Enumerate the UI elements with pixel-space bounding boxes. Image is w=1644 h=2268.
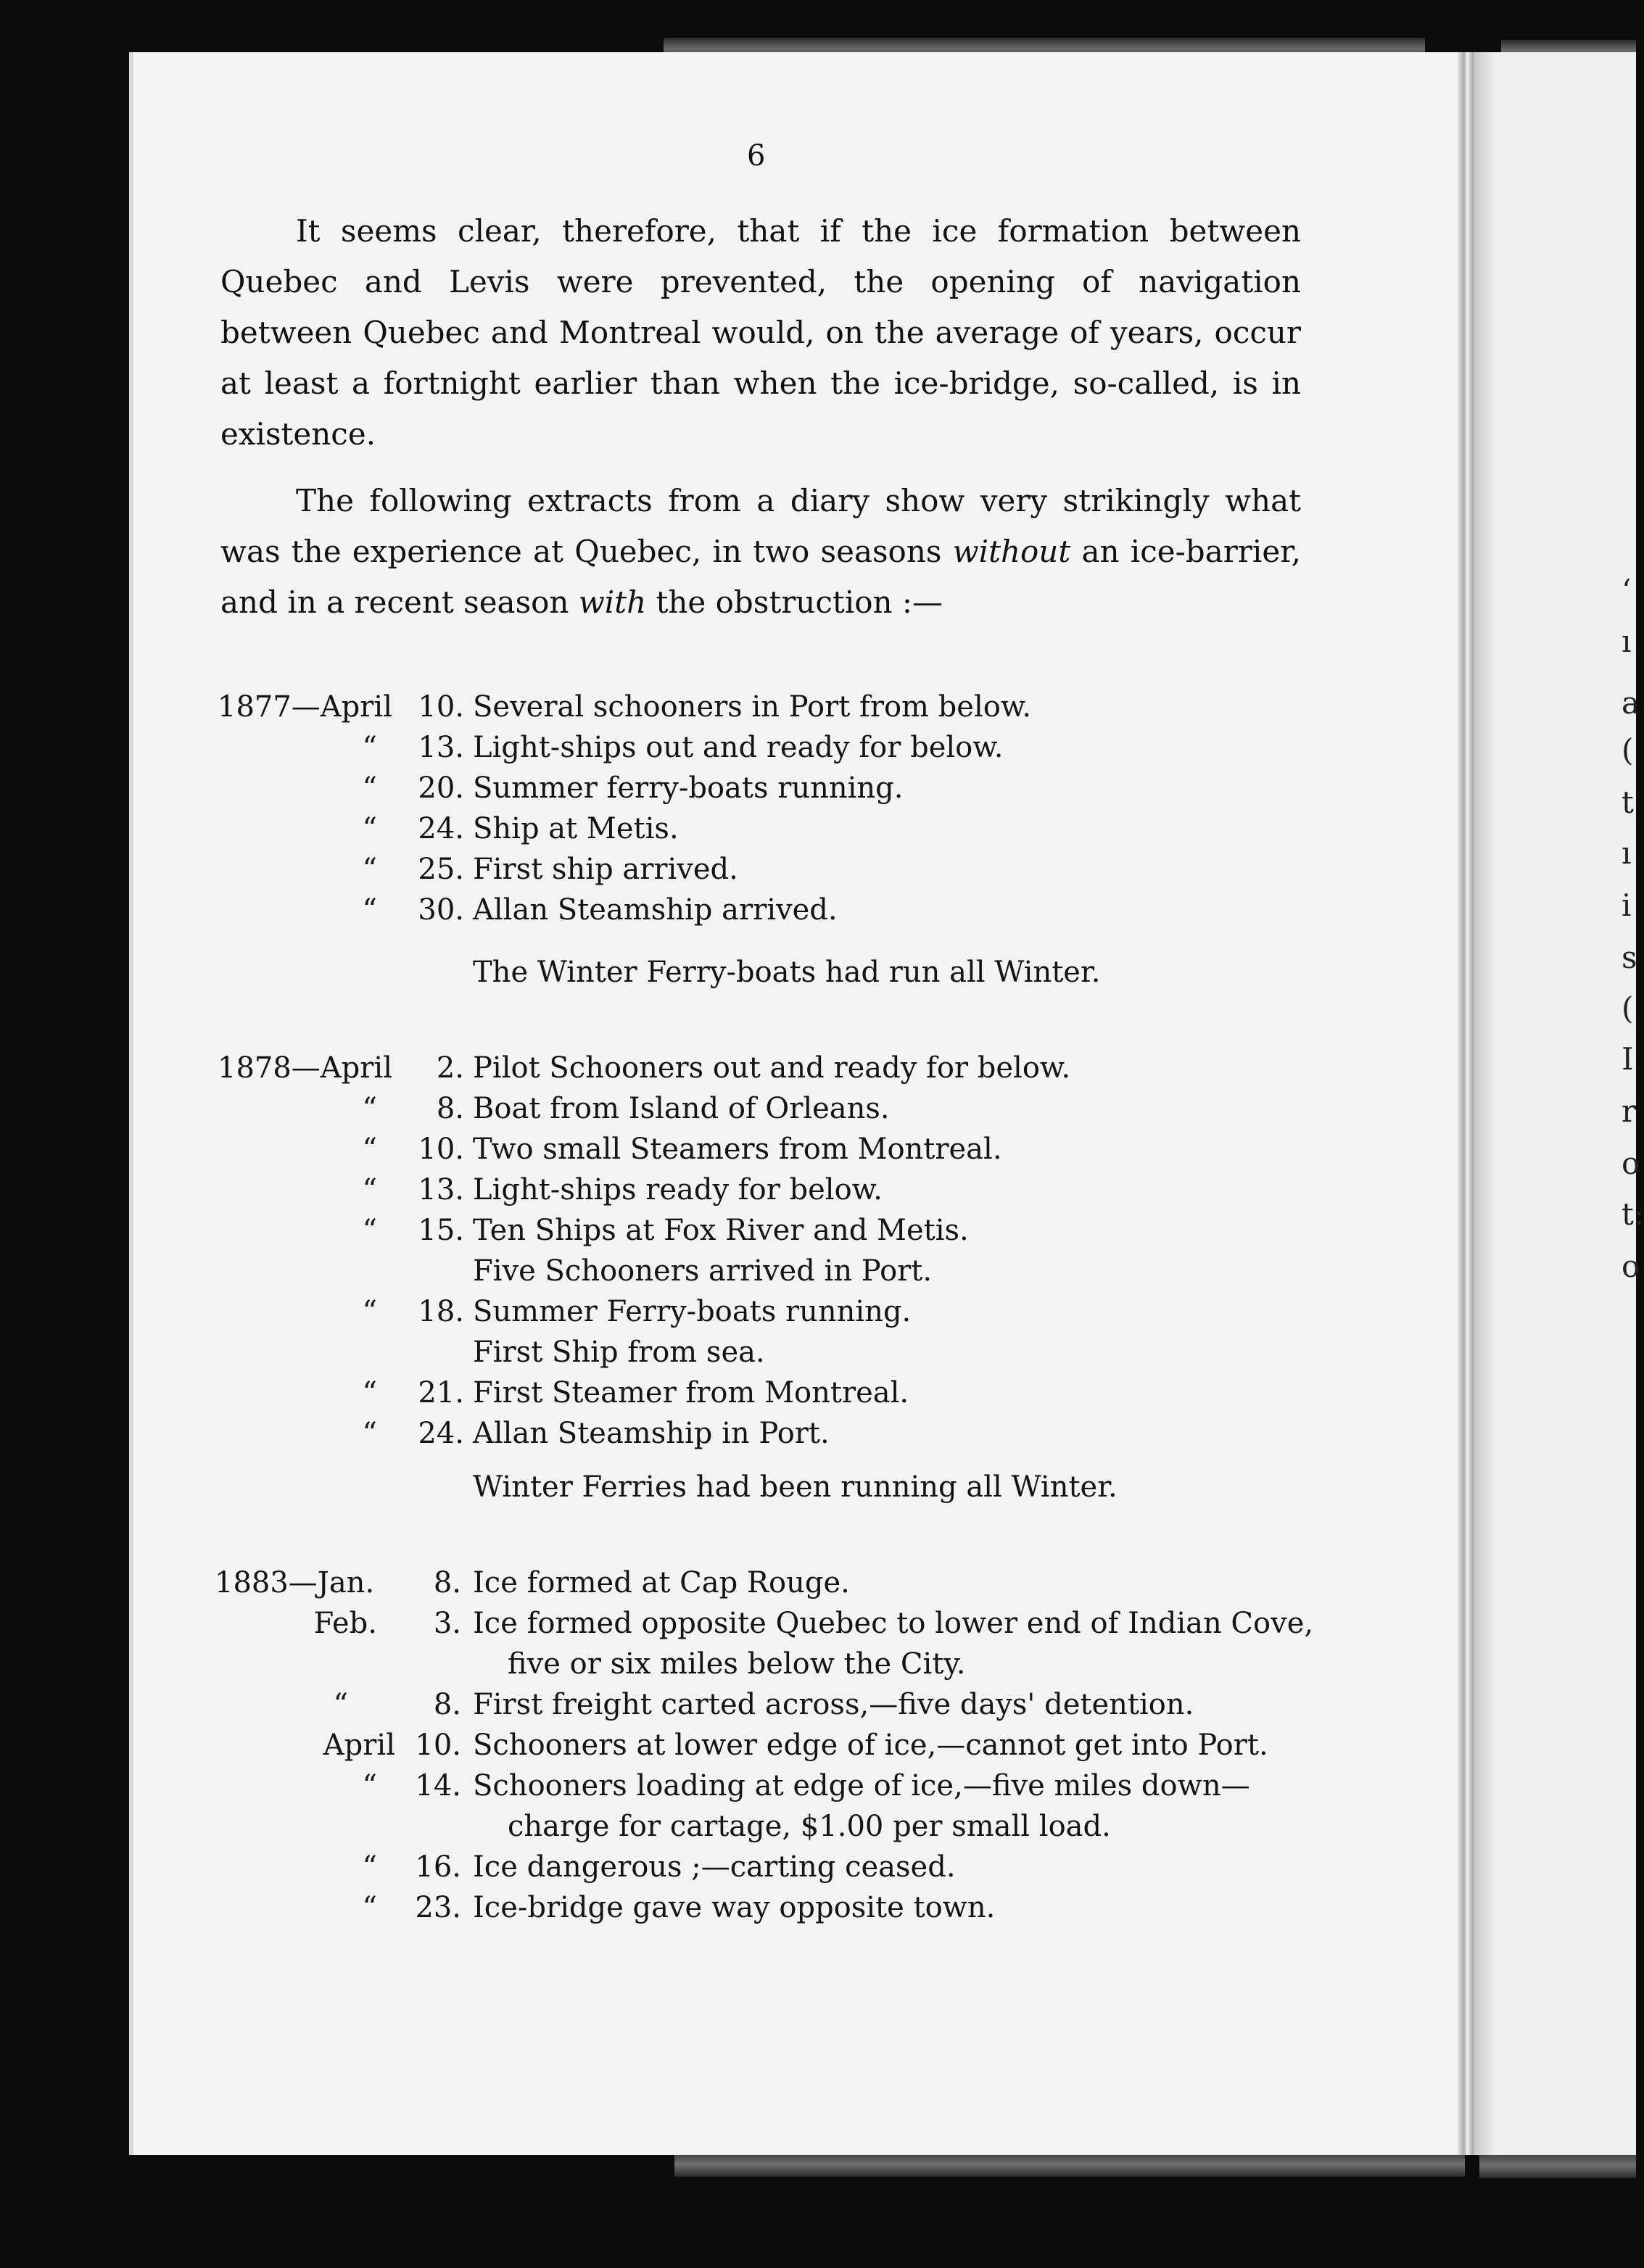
entry-text: First Steamer from Montreal. [473,1376,909,1410]
facing-fragment: o [1622,1249,1640,1284]
entry-day: 13. [418,731,464,764]
facing-fragment: s [1622,940,1637,975]
entry-text: Several schooners in Port from below. [473,690,1032,724]
entry-text: Summer Ferry-boats running. [473,1295,912,1328]
ditto-mark: “ [362,1891,377,1924]
facing-fragment: i [1622,887,1632,923]
ditto-mark: “ [333,1688,348,1721]
facing-fragment: ı [1622,835,1632,871]
ditto-mark: “ [362,1214,377,1247]
entry-day: 23. [415,1891,461,1924]
entry-day: 20. [418,771,464,805]
entry-day: 2. [436,1051,464,1085]
ditto-mark: “ [362,812,377,845]
ditto-mark: “ [362,1295,377,1328]
facing-fragment: ı [1622,624,1632,659]
entry-day: 16. [415,1850,461,1884]
entry-day: 24. [418,1417,464,1450]
year-label-1883: 1883—Jan. [215,1566,375,1599]
entry-day: 8. [433,1566,461,1599]
entry-day: 8. [433,1688,461,1721]
entry-day: 15. [418,1214,464,1247]
entry-text: Schooners loading at edge of ice,—five miles down— [473,1769,1250,1803]
ditto-mark: “ [362,1376,377,1410]
entry-day: 30. [418,893,464,927]
entry-day: 25. [418,853,464,886]
ditto-mark: “ [362,1092,377,1125]
paragraph-1: It seems clear, therefore, that if the ice formation between Quebec and Levis were prevented, the opening of navigation between Quebec and Montreal would, on the average of years, occur at least a fortnight earlier than when the ice-bridge, so-called, is in existence. [220,213,1301,452]
facing-fragment: a [1622,685,1640,721]
entry-text: Summer ferry-boats running. [473,771,904,805]
entry-text: Allan Steamship arrived. [473,893,838,927]
entry-day: 13. [418,1173,464,1207]
entry-text-continued: five or six miles below the City. [508,1647,966,1681]
entry-day: 24. [418,812,464,845]
facing-page [1474,52,1636,2155]
entry-text: Pilot Schooners out and ready for below. [473,1051,1071,1085]
page-gutter [1458,52,1474,2155]
facing-fragment: ‘ [1622,573,1632,608]
entry-day: 10. [415,1729,461,1762]
entry-day: 21. [418,1376,464,1410]
facing-fragment: ( [1622,732,1634,768]
entry-text: Ice formed opposite Quebec to lower end of Indian Cove, [473,1607,1314,1640]
ditto-mark: “ [362,853,377,886]
facing-fragment: I [1622,1041,1634,1077]
facing-fragment: t [1622,785,1634,820]
entry-text: Light-ships ready for below. [473,1173,883,1207]
entry-text: Boat from Island of Orleans. [473,1092,890,1125]
ditto-mark: “ [362,1769,377,1803]
entry-text-continued: charge for cartage, $1.00 per small load. [508,1810,1111,1843]
paragraph-2-text-b: an ice-barrier, and in a recent season [220,534,1301,620]
ditto-mark: “ [362,1850,377,1884]
scan-edge-bottom [674,2152,1465,2177]
entry-day: 10. [418,1133,464,1166]
entry-text: Light-ships out and ready for below. [473,731,1004,764]
paragraph-2-text-a: The following extracts from a diary show very strikingly what was the experience at Quebec, in two seasons [220,483,1301,569]
paragraph-2-text-c: the obstruction :— [646,584,943,620]
entry-text: Ice dangerous ;—carting ceased. [473,1850,956,1884]
entry-text: Two small Steamers from Montreal. [473,1133,1002,1166]
diary-note-1877: The Winter Ferry-boats had run all Winter. [473,956,1101,989]
entry-text: First ship arrived. [473,853,738,886]
entry-day: 3. [433,1607,461,1640]
entry-text: First freight carted across,—five days' detention. [473,1688,1194,1721]
entry-day: 10. [418,690,464,724]
entry-day: 18. [418,1295,464,1328]
entry-text: Schooners at lower edge of ice,—cannot get into Port. [473,1729,1268,1762]
entry-text: Ice formed at Cap Rouge. [473,1566,850,1599]
ditto-mark: “ [362,771,377,805]
diary-note-1878: Winter Ferries had been running all Winter. [473,1470,1118,1504]
emphasis-with: with [578,584,647,620]
scan-edge-bottom-right [1479,2152,1636,2178]
facing-fragment: ( [1622,990,1634,1026]
facing-fragment: o [1622,1146,1640,1181]
entry-text-continued: First Ship from sea. [473,1336,765,1369]
facing-fragment: r [1622,1093,1637,1129]
entry-day: 14. [415,1769,461,1803]
ditto-mark: “ [362,731,377,764]
month-label: April [323,1729,395,1762]
ditto-mark: “ [362,1133,377,1166]
entry-text: Ice-bridge gave way opposite town. [473,1891,996,1924]
fold-shadow [1474,52,1495,2155]
year-label-1878: 1878—April [218,1051,392,1085]
emphasis-without: without [952,534,1071,569]
paragraph-2 [220,476,1301,628]
entry-day: 8. [436,1092,464,1125]
facing-fragment: t: [1622,1196,1644,1232]
ditto-mark: “ [362,1173,377,1207]
page-number: 6 [747,139,766,173]
entry-text: Ten Ships at Fox River and Metis. [473,1214,969,1247]
ditto-mark: “ [362,893,377,927]
entry-text: Ship at Metis. [473,812,679,845]
entry-text-continued: Five Schooners arrived in Port. [473,1254,933,1288]
year-label-1877: 1877—April [218,690,392,724]
ditto-mark: “ [362,1417,377,1450]
entry-text: Allan Steamship in Port. [473,1417,830,1450]
month-label: Feb. [313,1607,377,1640]
